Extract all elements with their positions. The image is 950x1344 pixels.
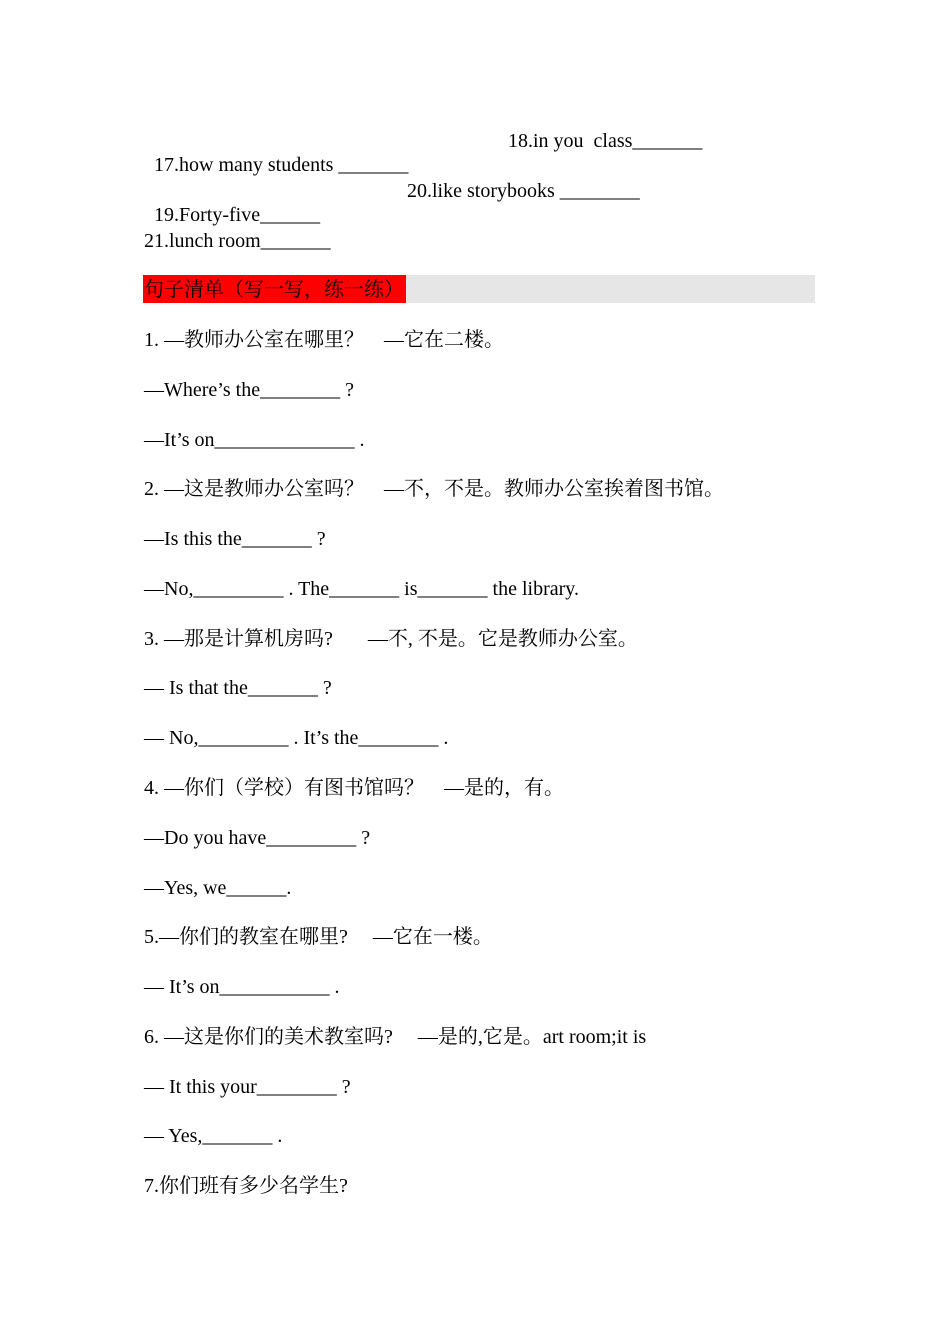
vocab-item-19: 19.Forty-five______ [154,204,321,226]
sentence-4-question: —Do you have_________ ? [144,827,371,849]
sentence-4-chinese: 4. —你们（学校）有图书馆吗？ —是的，有。 [144,777,564,799]
section-heading-bar [143,275,815,303]
sentence-1-chinese: 1. —教师办公室在哪里？ —它在二楼。 [144,329,504,351]
sentence-4-answer: —Yes, we______. [144,877,292,899]
sentence-2-answer: —No,_________ . The_______ is_______ the library. [144,578,579,600]
section-heading: 句子清单（写一写，练一练） [144,277,404,301]
vocab-item-17: 17.how many students _______ [154,154,409,176]
sentence-3-chinese: 3. —那是计算机房吗? —不, 不是。它是教师办公室。 [144,628,638,650]
sentence-3-question: — Is that the_______ ? [144,677,332,699]
sentence-6-chinese: 6. —这是你们的美术教室吗? —是的,它是。art room;it is [144,1026,647,1048]
sentence-1-answer: —It’s on______________ . [144,429,365,451]
sentence-5-chinese: 5.—你们的教室在哪里? —它在一楼。 [144,926,493,948]
vocab-item-20: 20.like storybooks ________ [407,180,640,202]
sentence-3-answer: — No,_________ . It’s the________ . [144,727,449,749]
vocab-item-21: 21.lunch room_______ [144,230,331,252]
sentence-2-question: —Is this the_______ ? [144,528,326,550]
sentence-5-answer: — It’s on___________ . [144,976,340,998]
sentence-2-chinese: 2. —这是教师办公室吗？ —不，不是。教师办公室挨着图书馆。 [144,478,724,500]
sentence-6-answer: — Yes,_______ . [144,1125,283,1147]
vocab-item-18: 18.in you class_______ [508,130,703,152]
sentence-7-chinese: 7.你们班有多少名学生? [144,1175,348,1197]
sentence-1-question: —Where’s the________ ? [144,379,354,401]
sentence-6-question: — It this your________ ? [144,1076,351,1098]
